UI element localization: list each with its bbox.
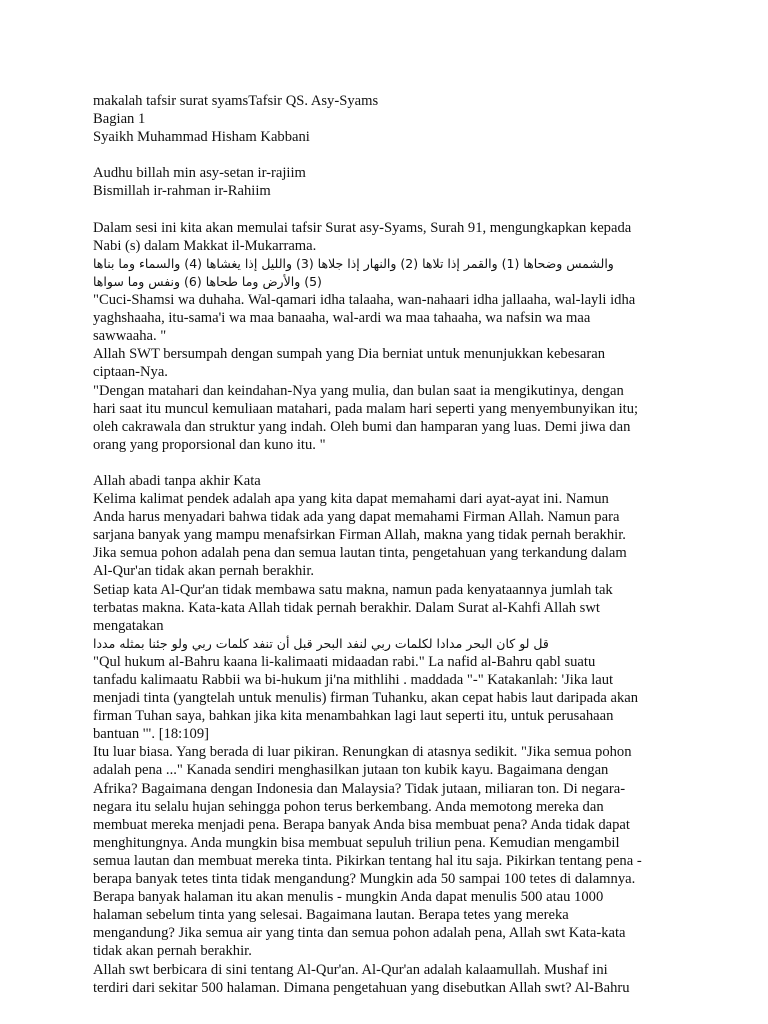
text-line: ciptaan-Nya. [93, 364, 168, 381]
document-body [93, 92, 683, 997]
text-line: berapa banyak tetes tinta tidak mengandung? Mungkin ada 50 sampai 100 tetes di dalamnya. [93, 871, 636, 888]
commentary-paragraphs [93, 653, 683, 997]
author-name: Syaikh Muhammad Hisham Kabbani [93, 129, 310, 146]
arabic-line: (5) والأرض وما طحاها (6) ونفس وما سواها [93, 273, 322, 289]
text-line: terbatas makna. Kata-kata Allah tidak pernah berakhir. Dalam Surat al-Kahfi Allah swt [93, 599, 600, 616]
text-line: oleh cakrawala dan struktur yang indah. Oleh bumi dan hamparan yang luas. Demi jiwa dan [93, 418, 631, 435]
arabic-verse-al-kahfi [93, 635, 683, 653]
text-line: Setiap kata Al-Qur'an tidak membawa satu makna, namun pada kenyataannya jumlah tak [93, 581, 613, 598]
arabic-line: قل لو كان البحر مدادا لكلمات ربي لنفد البحر قبل أن تنفد كلمات ربي ولو جئنا بمثله مددا [93, 635, 549, 651]
text-line: sarjana banyak yang mampu menafsirkan Firman Allah, makna yang tidak pernah berakhir. [93, 527, 626, 544]
text-line: halaman sebelum tinta yang selesai. Bagaimana lautan. Berapa tetes yang mereka [93, 907, 569, 924]
text-line: Allah swt berbicara di sini tentang Al-Qur'an. Al-Qur'an adalah kalaamullah. Mushaf ini [93, 961, 608, 978]
document-title: makalah tafsir surat syamsTafsir QS. Asy-Syams [93, 93, 379, 109]
text-line: menghitungnya. Anda mungkin bisa membuat sepuluh triliun pena. Kemudian mengambil [93, 834, 620, 851]
text-line: adalah pena ..." Kanada sendiri menghasilkan jutaan ton kubik kayu. Bagaimana dengan [93, 762, 609, 779]
text-line: menjadi tinta (yangtelah untuk menulis) firman Tuhanku, akan cepat habis laut daripada akan [93, 690, 639, 707]
text-line: bantuan '". [18:109] [93, 726, 209, 743]
text-line: Dalam sesi ini kita akan memulai tafsir Surat asy-Syams, Surah 91, mengungkapkan kepada [93, 219, 632, 236]
paragraph-gap [93, 146, 683, 164]
text-line: Afrika? Bagaimana dengan Indonesia dan Malaysia? Tidak jutaan, miliaran ton. Di negara- [93, 780, 626, 797]
text-line: Bismillah ir-rahman ir-Rahiim [93, 183, 271, 200]
text-line: Kelima kalimat pendek adalah apa yang kita dapat memahami dari ayat-ayat ini. Namun [93, 491, 609, 508]
opening-invocation [93, 164, 683, 200]
transliteration-and-translation [93, 291, 683, 454]
section-words-of-allah [93, 472, 683, 635]
text-line: Jika semua pohon adalah pena dan semua lautan tinta, pengetahuan yang terkandung dalam [93, 545, 627, 562]
paragraph-gap [93, 201, 683, 219]
text-line: firman Tuhan saya, bahkan jika kita menambahkan lagi laut seperti itu, untuk perusahaan [93, 708, 614, 725]
text-line: yaghshaaha, itu-sama'i wa maa banaaha, wal-ardi wa maa tahaaha, wa nafsin wa maa [93, 310, 591, 327]
text-line: "Cuci-Shamsi wa duhaha. Wal-qamari idha talaaha, wan-nahaari idha jallaaha, wal-layli idha [93, 292, 636, 309]
text-line: Itu luar biasa. Yang berada di luar pikiran. Renungkan di atasnya sedikit. "Jika semua pohon [93, 744, 632, 761]
text-line: sawwaaha. " [93, 328, 167, 345]
text-line: "Dengan matahari dan keindahan-Nya yang mulia, dan bulan saat ia mengikutinya, dengan [93, 382, 624, 399]
text-line: hari saat itu muncul kemuliaan matahari, pada malam hari seperti yang menyembunyikan itu; [93, 400, 639, 417]
text-line: Anda harus menyadari bahwa tidak ada yang dapat memahami Firman Allah. Namun para [93, 509, 620, 526]
text-line: Al-Qur'an tidak akan pernah berakhir. [93, 563, 315, 580]
text-line: mengandung? Jika semua air yang tinta dan semua pohon adalah pena, Allah swt Kata-kata [93, 925, 626, 942]
intro-paragraph [93, 219, 683, 255]
document-header [93, 92, 683, 146]
text-line: Allah SWT bersumpah dengan sumpah yang Dia berniat untuk menunjukkan kebesaran [93, 346, 605, 363]
text-line: mengatakan [93, 617, 164, 634]
arabic-line: والشمس وضحاها (1) والقمر إذا تلاها (2) والنهار إذا جلاها (3) والليل إذا يغشاها (4) والسماء وما بناها [93, 255, 614, 271]
text-line: membuat mereka menjadi pena. Berapa banyak Anda bisa membuat pena? Anda tidak dapat [93, 816, 630, 833]
arabic-verses-asy-syams [93, 255, 683, 291]
text-line: tanfadu kalimaatu Rabbii wa bi-hukum ji'na mithlihi . maddada "-" Katakanlah: 'Jika laut [93, 672, 614, 688]
text-line: "Qul hukum al-Bahru kaana li-kalimaati midaadan rabi." La nafid al-Bahru qabl suatu [93, 653, 596, 670]
part-label: Bagian 1 [93, 111, 146, 128]
text-line: Berapa banyak halaman itu akan menulis - mungkin Anda dapat menulis 500 atau 1000 [93, 889, 604, 906]
text-line: terdiri dari sekitar 500 halaman. Dimana pengetahuan yang disebutkan Allah swt? Al-Bahru [93, 979, 630, 996]
text-line: Nabi (s) dalam Makkat il-Mukarrama. [93, 237, 317, 254]
text-line: orang yang proporsional dan kuno itu. " [93, 436, 326, 453]
text-line: negara itu selalu hujan sehingga pohon terus berkembang. Anda memotong mereka dan [93, 798, 604, 815]
text-line: Audhu billah min asy-setan ir-rajiim [93, 165, 306, 182]
section-heading: Allah abadi tanpa akhir Kata [93, 472, 261, 489]
text-line: semua lautan dan membuat mereka tinta. Pikirkan tentang hal itu saja. Pikirkan tentang pena - [93, 852, 642, 869]
text-line: tidak akan pernah berakhir. [93, 943, 252, 960]
paragraph-gap [93, 454, 683, 472]
